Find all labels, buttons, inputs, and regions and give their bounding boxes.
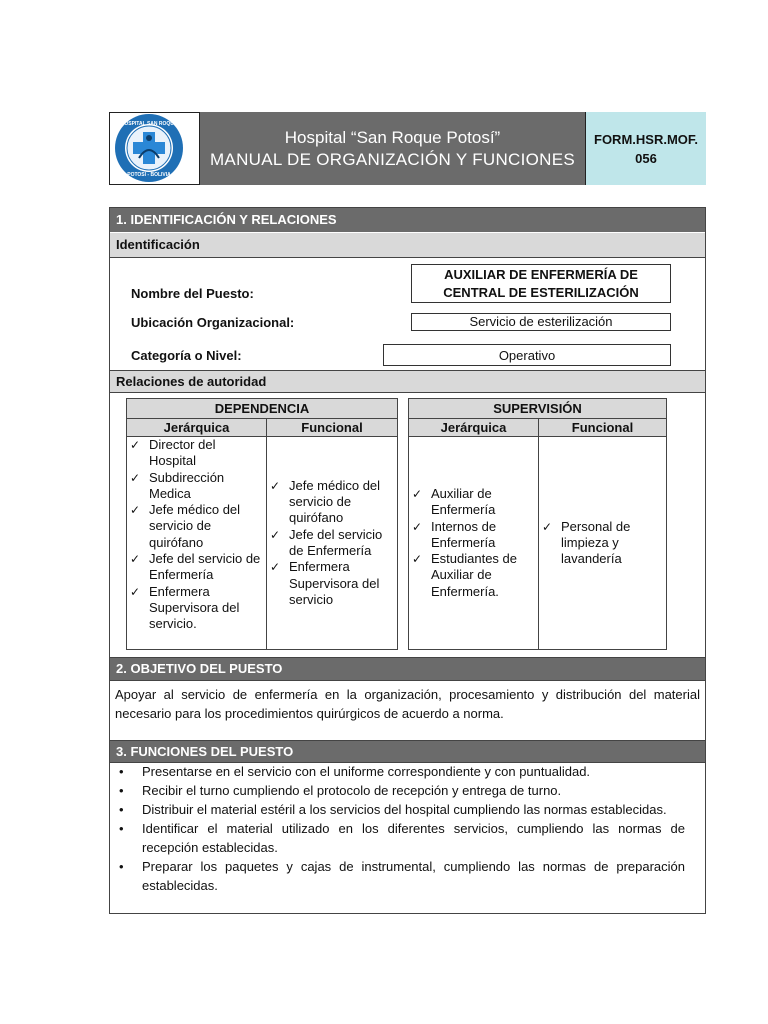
list-item: • Identificar el material utilizado en los diferentes servicios, cumpliendo las normas de recepción establecidas. [119, 821, 685, 855]
list-item: ✓ Enfermera Supervisora del servicio [270, 559, 380, 607]
list-item: • Recibir el turno cumpliendo el protocolo de recepción y entrega de turno. [119, 783, 562, 798]
categoria-value: Operativo [383, 344, 671, 366]
list-item: ✓ Enfermera Supervisora del servicio. [130, 583, 240, 632]
bullet-icon: • [119, 764, 124, 779]
list-item: ✓ Internos de Enfermería [412, 518, 497, 550]
form-code-line1: FORM.HSR.MOF. [594, 131, 698, 147]
supervision-funcional-cell [539, 437, 667, 650]
bullet-icon: • [119, 783, 124, 798]
section2-title: 2. OBJETIVO DEL PUESTO [110, 658, 705, 680]
list-item: • Presentarse en el servicio con el uniforme correspondiente y con puntualidad. [119, 764, 591, 779]
identificacion-subheader: Identificación [110, 233, 705, 257]
list-item: • Preparar los paquetes y cajas de instrumental, cumpliendo las normas de preparación establecidas. [119, 859, 685, 893]
check-icon: ✓ [130, 584, 141, 599]
list-item: ✓ Auxiliar de Enfermería [412, 485, 496, 518]
nombre-puesto-label: Nombre del Puesto: [131, 286, 254, 301]
dependencia-table [126, 398, 398, 650]
divider [110, 392, 705, 393]
list-item: ✓ Jefe médico del servicio de quirófano [270, 477, 381, 526]
dependencia-jerarquica-cell [127, 437, 267, 650]
funciones-list [110, 762, 705, 895]
section1-title: 1. IDENTIFICACIÓN Y RELACIONES [110, 208, 705, 232]
ubicacion-value: Servicio de esterilización [411, 313, 671, 331]
form-code-cell [586, 112, 706, 185]
check-icon: ✓ [130, 438, 141, 452]
check-icon: ✓ [130, 552, 141, 567]
dependencia-funcional-cell [267, 437, 398, 650]
list-item: ✓ Director del Hospital [130, 437, 216, 469]
check-icon: ✓ [130, 470, 141, 485]
check-icon: ✓ [412, 486, 423, 501]
logo-ring-text-top: HOSPITAL SAN ROQUE [120, 121, 178, 127]
bullet-icon: • [119, 859, 124, 874]
dependencia-col-jerarquica: Jerárquica [127, 419, 267, 437]
divider [110, 257, 705, 258]
list-item: ✓ Estudiantes de Auxiliar de Enfermería. [412, 551, 518, 599]
supervision-table [408, 398, 667, 650]
list-item: ✓ Subdirección Medica [130, 469, 225, 501]
bullet-icon: • [119, 821, 124, 836]
form-code-line2: 056 [635, 150, 657, 166]
bullet-icon: • [119, 802, 124, 817]
supervision-jerarquica-cell [409, 437, 539, 650]
relaciones-subheader: Relaciones de autoridad [110, 371, 705, 392]
nombre-puesto-value [411, 264, 671, 303]
check-icon: ✓ [270, 478, 281, 493]
dependencia-title: DEPENDENCIA [127, 399, 398, 419]
supervision-title: SUPERVISIÓN [409, 399, 667, 419]
hospital-logo-icon [109, 112, 199, 185]
dependencia-col-funcional: Funcional [267, 419, 398, 437]
section3-title: 3. FUNCIONES DEL PUESTO [110, 741, 705, 762]
logo-cell [109, 112, 199, 185]
supervision-col-jerarquica: Jerárquica [409, 419, 539, 437]
list-item: • Distribuir el material estéril a los servicios del hospital cumpliendo las normas establecidas. [119, 802, 667, 817]
check-icon: ✓ [130, 503, 141, 518]
logo-ring-text-bottom: POTOSI - BOLIVIA [127, 172, 171, 178]
objetivo-text: Apoyar al servicio de enfermería en la organización, procesamiento y distribución del material necesario para los procedimientos quirúrgicos de acuerdo a norma. [115, 687, 700, 721]
check-icon: ✓ [412, 519, 423, 534]
nombre-puesto-line1: AUXILIAR DE ENFERMERÍA DE [444, 267, 638, 282]
check-icon: ✓ [542, 519, 553, 534]
check-icon: ✓ [270, 560, 281, 575]
divider [110, 680, 705, 681]
list-item: ✓ Jefe del servicio de Enfermería [270, 526, 383, 558]
nombre-puesto-line2: CENTRAL DE ESTERILIZACIÓN [443, 285, 639, 300]
supervision-col-funcional: Funcional [539, 419, 667, 437]
hospital-name: Hospital “San Roque Potosí” [284, 127, 501, 147]
ubicacion-label: Ubicación Organizacional: [131, 315, 295, 330]
list-item: ✓ Personal de limpieza y lavandería [542, 518, 631, 567]
check-icon: ✓ [412, 552, 423, 567]
categoria-label: Categoría o Nivel: [131, 348, 242, 363]
list-item: ✓ Jefe médico del servicio de quirófano [130, 502, 241, 550]
list-item: ✓ Jefe del servicio de Enfermería [130, 551, 261, 583]
manual-title: MANUAL DE ORGANIZACIÓN Y FUNCIONES [209, 149, 576, 169]
header-title-cell [199, 112, 586, 185]
check-icon: ✓ [270, 527, 281, 542]
